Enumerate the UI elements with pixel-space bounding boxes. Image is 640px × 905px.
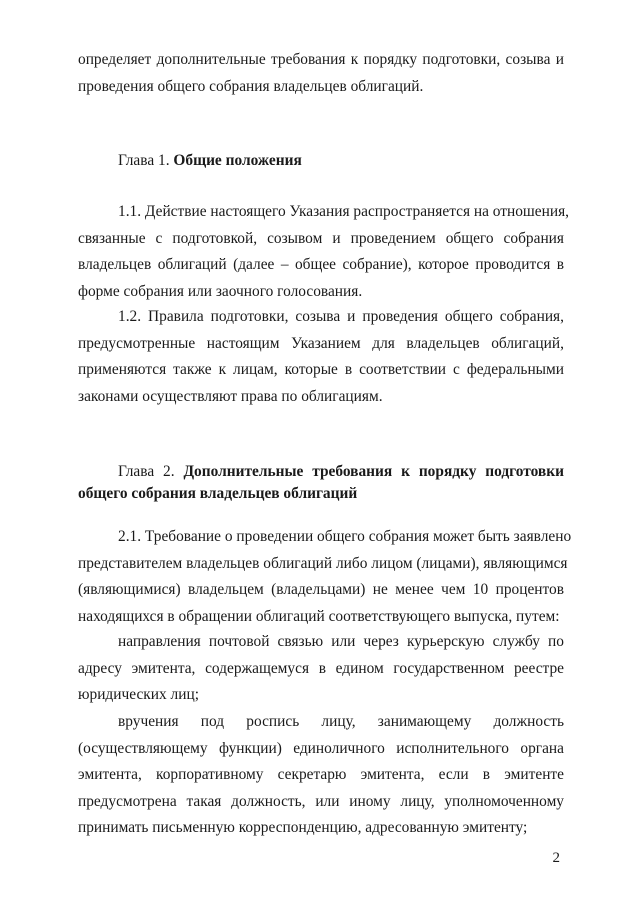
intro-line-1: определяет дополнительные требования к порядку подготовки, созыва и <box>78 51 564 68</box>
p1-2-line-3: применяются также к лицам, которые в соответствии с федеральными <box>78 361 564 378</box>
p-mail-line-3: юридических лиц; <box>78 686 199 703</box>
p1-2-line-2: предусмотренные настоящим Указанием для владельцев облигаций, <box>78 334 564 352</box>
p-mail-line-1: направления почтовой связью или через курьерскую службу по <box>118 633 564 650</box>
p1-1-line-2: связанные с подготовкой, созывом и проведением общего собрания <box>78 229 564 247</box>
paragraph-mail <box>78 629 564 709</box>
p-deliver-line-4: предусмотрена такая должность, или иному лицу, уполномоченному <box>78 792 564 810</box>
p1-1-line-3: владельцев облигаций (далее – общее собрание), которое проводится в <box>78 256 564 273</box>
p-deliver-line-5: принимать письменную корреспонденцию, адресованную эмитенту; <box>78 819 528 836</box>
p-deliver-line-1: вручения под роспись лицу, занимающему должность <box>118 713 564 730</box>
paragraph-deliver <box>78 709 564 842</box>
p1-2-line-4: законами осуществляют права по облигациям. <box>78 387 383 405</box>
chapter-2-title-line-2: общего собрания владельцев облигаций <box>78 485 358 502</box>
intro-line-2: проведения общего собрания владельцев облигаций. <box>78 77 424 95</box>
p1-1-line-1: 1.1. Действие настоящего Указания распространяется на отношения, <box>118 203 570 220</box>
chapter-2-prefix: Глава 2. <box>118 463 175 480</box>
paragraph-1-2 <box>78 304 564 410</box>
p2-1-line-3: (являющимися) владельцем (владельцами) не менее чем 10 процентов <box>78 581 564 598</box>
paragraph-2-1 <box>78 524 572 630</box>
p-deliver-line-3: эмитента, корпоративному секретарю эмитента, если в эмитенте <box>78 766 564 783</box>
p2-1-line-2: представителем владельцев облигаций либо лицом (лицами), являющимся <box>78 554 568 572</box>
p-deliver-line-2: (осуществляющему функции) единоличного исполнительного органа <box>78 739 564 757</box>
chapter-1-prefix: Глава 1. <box>118 152 170 169</box>
chapter-1-title: Общие положения <box>173 152 302 169</box>
p-mail-line-2: адресу эмитента, содержащемуся в едином государственном реестре <box>78 659 564 677</box>
paragraph-1-1 <box>78 199 570 305</box>
p2-1-line-4: находящихся в обращении облигаций соответствующего выпуска, путем: <box>78 607 560 625</box>
page-number: 2 <box>552 850 560 866</box>
p2-1-line-1: 2.1. Требование о проведении общего собрания может быть заявлено <box>118 528 572 545</box>
intro-paragraph <box>78 47 564 100</box>
p1-2-line-1: 1.2. Правила подготовки, созыва и проведения общего собрания, <box>118 308 564 325</box>
chapter-2-heading <box>78 461 564 505</box>
chapter-2-title-line-1: Дополнительные требования к порядку подготовки <box>183 463 564 480</box>
chapter-2-heading-line-1 <box>78 461 564 483</box>
chapter-1-heading <box>118 150 302 172</box>
p1-1-line-4: форме собрания или заочного голосования. <box>78 282 363 300</box>
chapter-2-heading-line-2 <box>78 483 564 505</box>
